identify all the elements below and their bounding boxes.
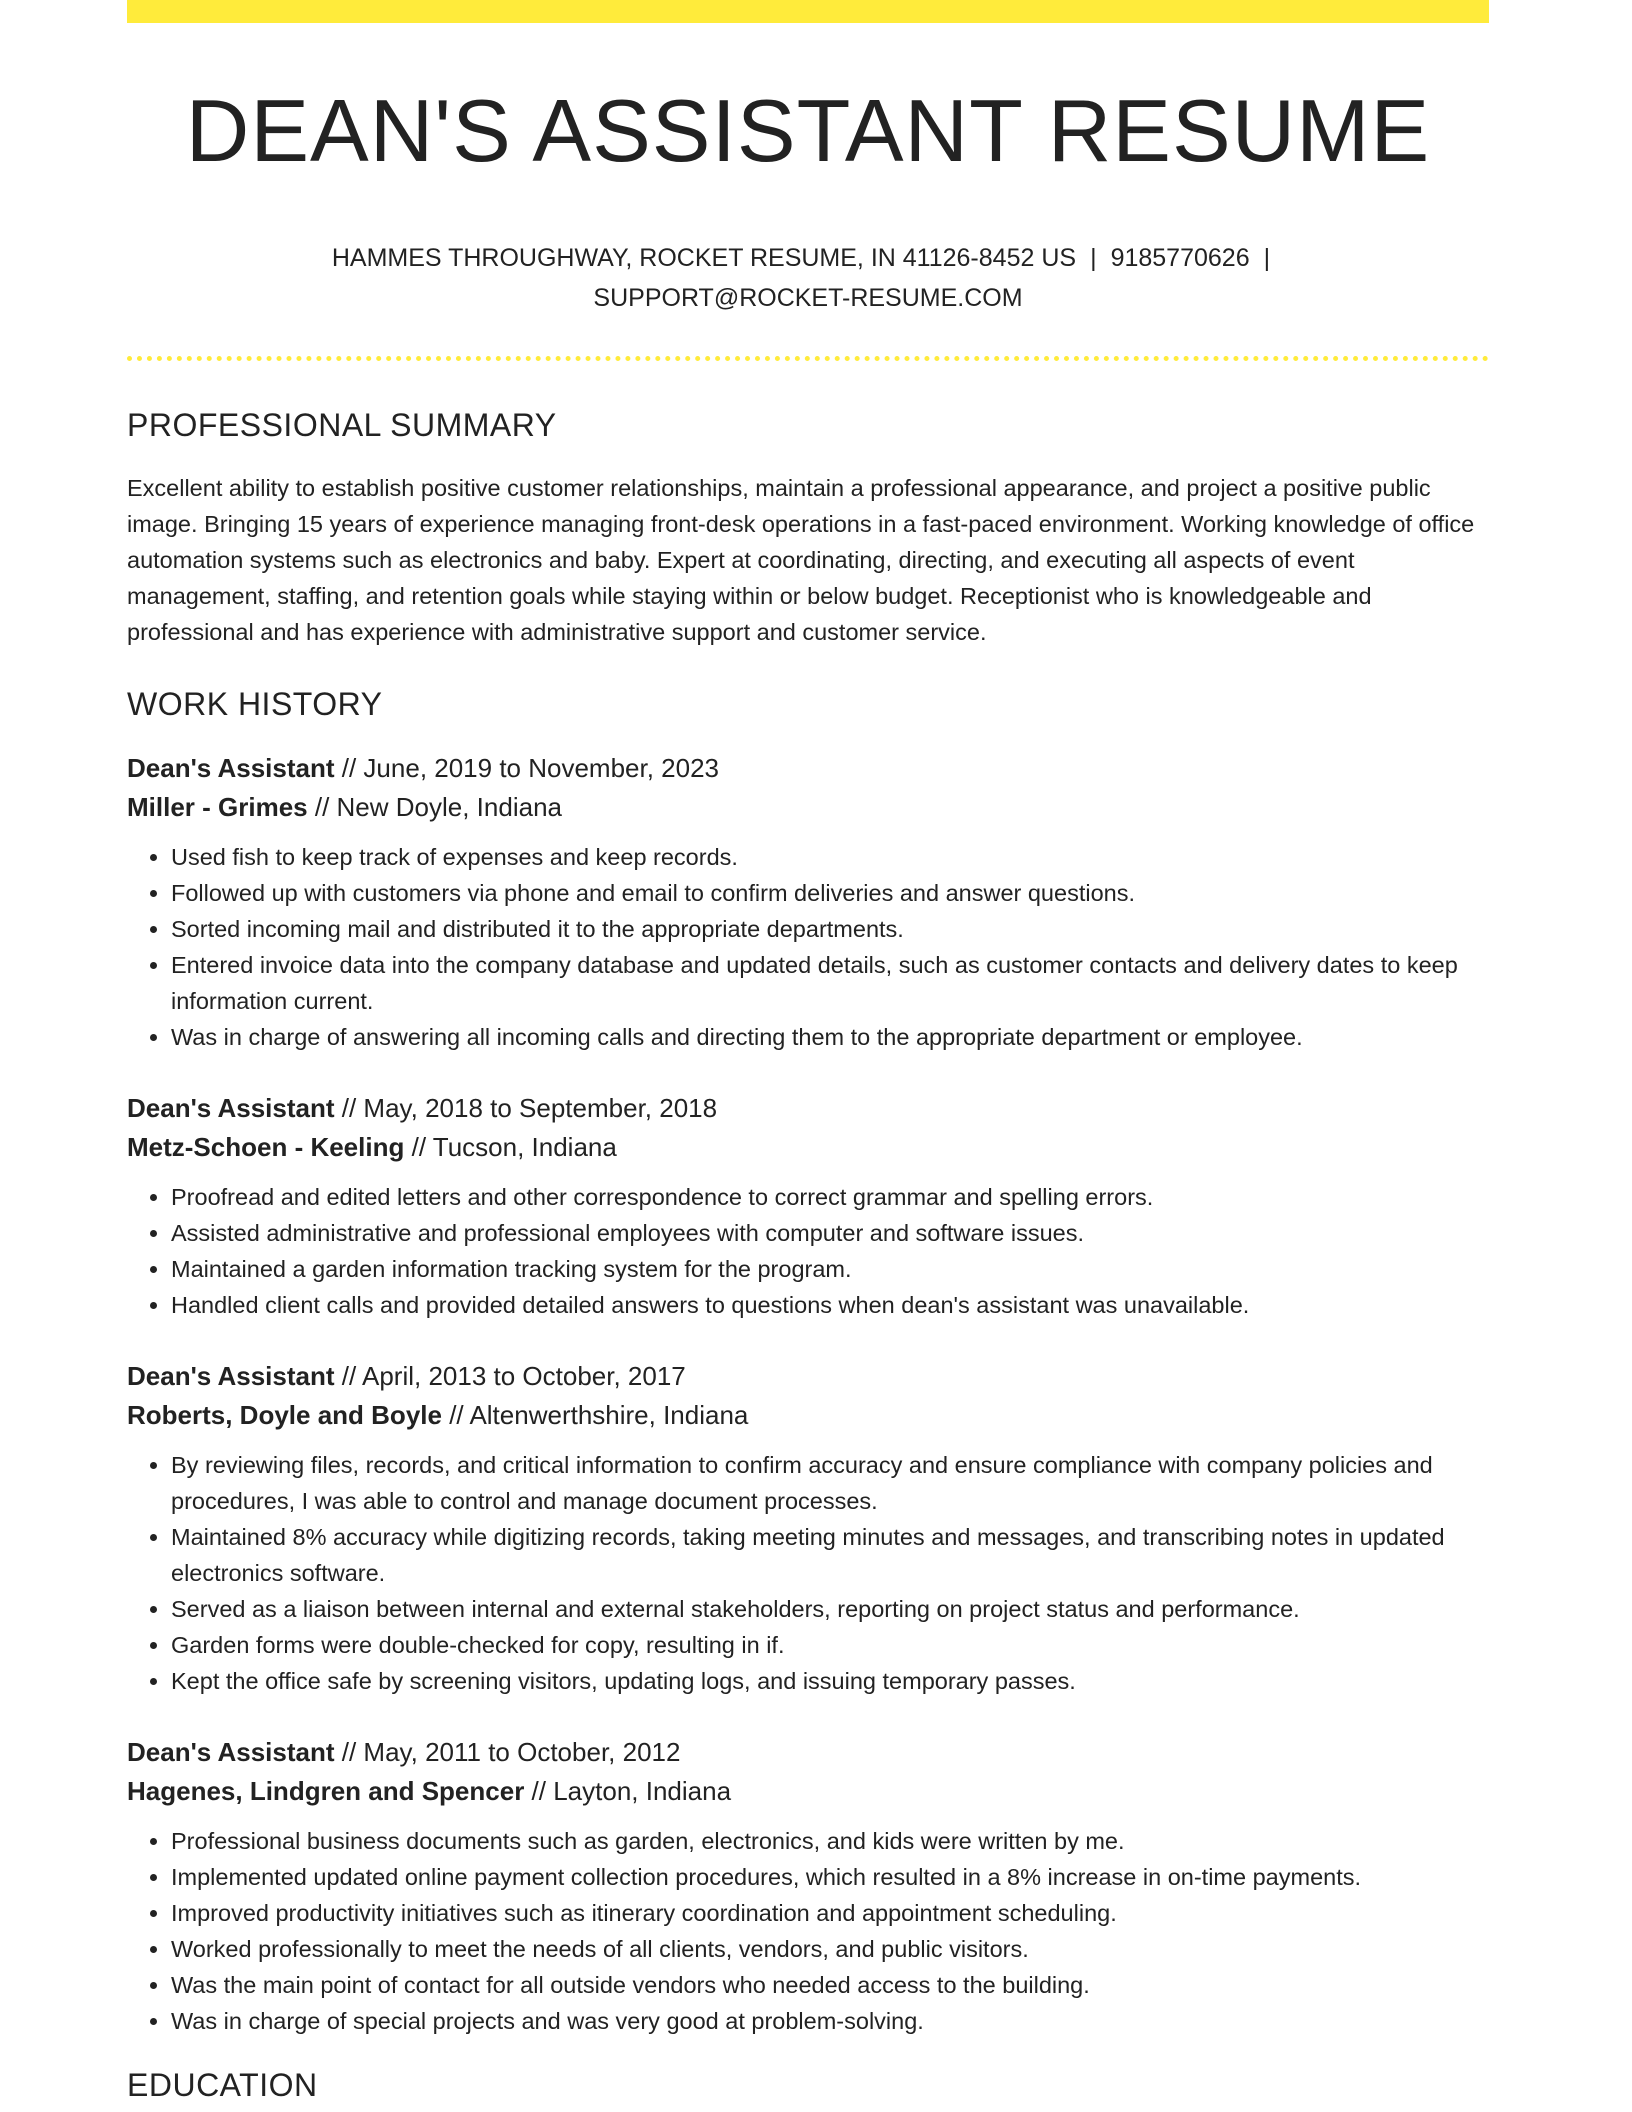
job-location: // New Doyle, Indiana [314,791,562,822]
job-location: // Tucson, Indiana [411,1131,617,1162]
contact-line-2 [127,278,1489,318]
divider [127,356,1489,361]
contact-separator: | [1090,243,1097,272]
job-bullet: • Sorted incoming mail and distributed it to the appropriate departments. [171,911,1489,947]
job-dates: // May, 2011 to October, 2012 [341,1736,681,1767]
summary-text: Excellent ability to establish positive customer relationships, maintain a professional appearance, and project a positive public image. Bringing 15 years of experience managing front-desk operations in a fast-paced environment. Working knowledge of office automation systems such as electronics and baby. Expert at coordinating, directing, and executing all aspects of event management, staffing, and retention goals while staying within or below budget. Receptionist who is knowledgeable and professional and has experience with administrative support and customer service. [127,474,1475,645]
job-bullet: • By reviewing files, records, and critical information to confirm accuracy and ensure compliance with company policies and procedures, I was able to control and manage document processes. [171,1447,1489,1519]
contact-info [127,238,1489,318]
job-bullets [127,839,1489,1055]
education-heading: EDUCATION [127,2066,318,2103]
job-entry [127,1089,1489,1323]
job-company-line [127,1772,1489,1811]
job-bullet: • Followed up with customers via phone and email to confirm deliveries and answer questions. [171,875,1489,911]
page-title: DEAN'S ASSISTANT RESUME [185,81,1431,180]
job-bullet: • Handled client calls and provided detailed answers to questions when dean's assistant was unavailable. [171,1287,1489,1323]
job-bullet: • Used fish to keep track of expenses and keep records. [171,839,1489,875]
job-title: Dean's Assistant [127,1736,335,1767]
work-history-heading: WORK HISTORY [127,685,383,722]
job-bullet: • Worked professionally to meet the needs of all clients, vendors, and public visitors. [171,1931,1489,1967]
job-entry [127,749,1489,1055]
contact-address: HAMMES THROUGHWAY, ROCKET RESUME, IN 41126-8452 US [331,243,1077,272]
job-bullets [127,1823,1489,2039]
job-company: Miller - Grimes [127,791,308,822]
job-entry [127,1733,1489,2039]
job-bullet: • Maintained a garden information tracking system for the program. [171,1251,1489,1287]
job-dates: // April, 2013 to October, 2017 [341,1360,686,1391]
job-bullet: • Implemented updated online payment collection procedures, which resulted in a 8% increase in on-time payments. [171,1859,1489,1895]
job-title: Dean's Assistant [127,1092,335,1123]
job-company: Hagenes, Lindgren and Spencer [127,1775,525,1806]
job-bullet: • Was in charge of special projects and was very good at problem-solving. [171,2003,1489,2039]
job-bullet: • Entered invoice data into the company database and updated details, such as customer contacts and delivery dates to keep information current. [171,947,1489,1019]
job-title-line [127,1089,1489,1128]
contact-separator: | [1263,243,1271,272]
job-entry [127,1357,1489,1699]
job-bullet: • Improved productivity initiatives such as itinerary coordination and appointment scheduling. [171,1895,1489,1931]
job-title: Dean's Assistant [127,752,335,783]
job-bullet: • Was the main point of contact for all outside vendors who needed access to the building. [171,1967,1489,2003]
job-title: Dean's Assistant [127,1360,335,1391]
job-title-line [127,1357,1489,1396]
job-title-line [127,749,1489,788]
job-company: Roberts, Doyle and Boyle [127,1399,442,1430]
job-location: // Altenwerthshire, Indiana [449,1399,749,1430]
job-company-line [127,1396,1489,1435]
job-bullet: • Garden forms were double-checked for copy, resulting in if. [171,1627,1489,1663]
job-dates: // May, 2018 to September, 2018 [341,1092,718,1123]
job-bullet: • Served as a liaison between internal and external stakeholders, reporting on project status and performance. [171,1591,1489,1627]
job-dates: // June, 2019 to November, 2023 [341,752,720,783]
job-bullet: • Proofread and edited letters and other correspondence to correct grammar and spelling errors. [171,1179,1489,1215]
job-bullet: • Assisted administrative and professional employees with computer and software issues. [171,1215,1489,1251]
contact-email: SUPPORT@ROCKET-RESUME.COM [593,283,1023,312]
job-bullet: • Professional business documents such as garden, electronics, and kids were written by me. [171,1823,1489,1859]
job-company-line [127,1128,1489,1167]
summary-heading: PROFESSIONAL SUMMARY [127,406,557,443]
job-bullet: • Maintained 8% accuracy while digitizing records, taking meeting minutes and messages, and transcribing notes in updated electronics software. [171,1519,1489,1591]
contact-line-1 [127,238,1489,278]
job-bullets [127,1179,1489,1323]
job-company: Metz-Schoen - Keeling [127,1131,405,1162]
work-history-list [127,749,1489,2039]
accent-bar [127,0,1489,23]
job-title-line [127,1733,1489,1772]
job-bullet: • Kept the office safe by screening visitors, updating logs, and issuing temporary passes. [171,1663,1489,1699]
contact-phone: 9185770626 [1110,243,1250,272]
job-company-line [127,788,1489,827]
job-bullet: • Was in charge of answering all incoming calls and directing them to the appropriate department or employee. [171,1019,1489,1055]
job-bullets [127,1447,1489,1699]
resume-page [127,0,1489,2104]
job-location: // Layton, Indiana [531,1775,732,1806]
